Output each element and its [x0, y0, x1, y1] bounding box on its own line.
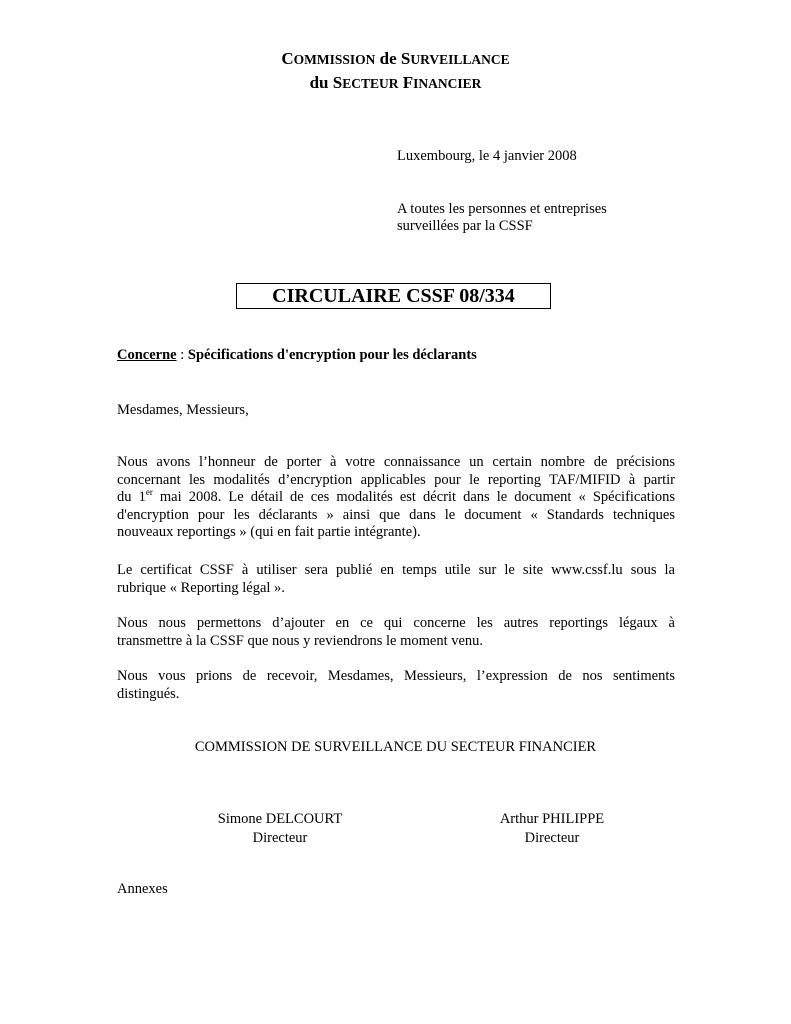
paragraph-line: du 1er mai 2008. Le détail de ces modalités est décrit dans le document « Spécifications [117, 487, 675, 506]
paragraph-line: nouveaux reportings » (qui en fait partie intégrante). [117, 524, 421, 541]
paragraph-line: d'encryption pour les déclarants » ainsi que dans le document « Standards techniques [117, 506, 675, 523]
institution-header [0, 47, 791, 95]
subject-separator: : [176, 347, 188, 363]
date-line: Luxembourg, le 4 janvier 2008 [397, 148, 577, 164]
header-line-1: COMMISSION de SURVEILLANCE [281, 49, 510, 68]
signatory-left [200, 810, 360, 848]
paragraph-line: Nous nous permettons d’ajouter en ce qui concerne les autres reportings légaux à [117, 615, 675, 631]
paragraph-line: Nous vous prions de recevoir, Mesdames, Messieurs, l’expression de nos sentiments [117, 668, 675, 684]
paragraph-line: concernant les modalités d’encryption applicables pour le reporting TAF/MIFID à partir [117, 471, 675, 488]
paragraph-line: distingués. [117, 685, 180, 702]
signatory-name: Simone DELCOURT [217, 811, 343, 827]
subject-label: Concerne [117, 347, 177, 363]
annexes: Annexes [117, 881, 168, 897]
signatory-right [472, 810, 632, 848]
paragraph-line: Le certificat CSSF à utiliser sera publié en temps utile sur le site www.cssf.lu sous la [117, 562, 675, 578]
signatory-name: Arthur PHILIPPE [499, 811, 605, 827]
paragraph-2 [117, 562, 675, 597]
paragraph-1 [117, 454, 675, 542]
paragraph-line: rubrique « Reporting légal ». [117, 579, 285, 596]
paragraph-4 [117, 668, 675, 703]
paragraph-line: transmettre à la CSSF que nous y reviendrons le moment venu. [117, 632, 484, 649]
header-line-2: du SECTEUR FINANCIER [309, 73, 482, 92]
addressee [397, 201, 607, 235]
paragraph-3 [117, 615, 675, 650]
paragraph-line: Nous avons l’honneur de porter à votre connaissance un certain nombre de précisions [117, 454, 675, 470]
signatory-title: Directeur [524, 830, 580, 846]
subject-text: Spécifications d'encryption pour les déclarants [187, 347, 477, 363]
institution-signature-line: COMMISSION DE SURVEILLANCE DU SECTEUR FINANCIER [194, 739, 597, 755]
addressee-line: A toutes les personnes et entreprises [397, 201, 607, 217]
salutation: Mesdames, Messieurs, [117, 402, 249, 418]
signatory-title: Directeur [252, 830, 308, 846]
addressee-line: surveillées par la CSSF [397, 218, 533, 234]
circular-title: CIRCULAIRE CSSF 08/334 [236, 283, 551, 309]
subject-line [117, 347, 477, 364]
